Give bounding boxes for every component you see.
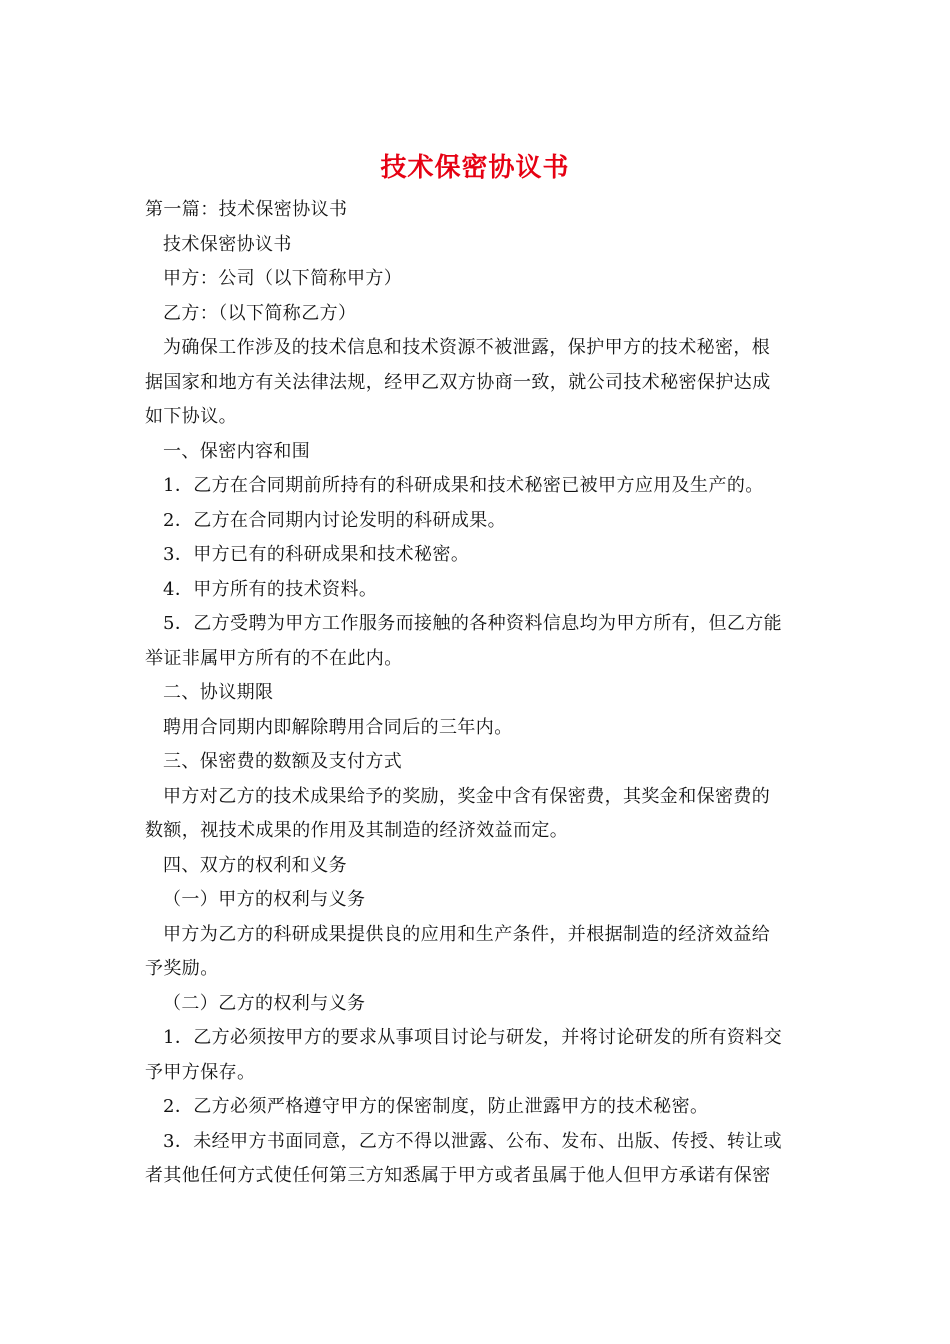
list-item-continued: 举证非属甲方所有的不在此内。 (145, 647, 403, 669)
paragraph-line: 甲方对乙方的技术成果给予的奖励，奖金中含有保密费，其奖金和保密费的 (163, 785, 771, 807)
list-item: 1．乙方必须按甲方的要求从事项目讨论与研发，并将讨论研发的所有资料交 (163, 1027, 783, 1048)
document-body (145, 193, 810, 1194)
list-item: 5．乙方受聘为甲方工作服务而接触的各种资料信息均为甲方所有，但乙方能 (163, 613, 783, 634)
document-title: 技术保密协议书 (380, 153, 570, 183)
list-item: 4．甲方所有的技术资料。 (163, 578, 378, 600)
list-item: 2．乙方在合同期内讨论发明的科研成果。 (163, 509, 507, 531)
paragraph-line: 数额，视技术成果的作用及其制造的经济效益而定。 (145, 820, 569, 841)
paragraph-line: 技术保密协议书 (163, 233, 292, 255)
list-item: 3．甲方已有的科研成果和技术秘密。 (163, 544, 470, 565)
paragraph-line: 为确保工作涉及的技术信息和技术资源不被泄露，保护甲方的技术秘密，根 (163, 337, 771, 358)
subclause-heading: （一）甲方的权利与义务 (163, 889, 366, 910)
paragraph-line: 甲方为乙方的科研成果提供良的应用和生产条件，并根据制造的经济效益给 (163, 923, 771, 945)
subclause-heading: （二）乙方的权利与义务 (163, 992, 366, 1014)
paragraph-line: 如下协议。 (145, 406, 237, 427)
list-item-continued: 者其他任何方式使任何第三方知悉属于甲方或者虽属于他人但甲方承诺有保密 (145, 1165, 771, 1186)
section-heading: 第一篇：技术保密协议书 (145, 199, 348, 220)
list-item: 2．乙方必须严格遵守甲方的保密制度，防止泄露甲方的技术秘密。 (163, 1096, 709, 1117)
clause-heading: 三、保密费的数额及支付方式 (163, 751, 403, 772)
clause-heading: 二、协议期限 (163, 682, 274, 703)
clause-heading: 一、保密内容和围 (163, 440, 311, 462)
paragraph-line: 聘用合同期内即解除聘用合同后的三年内。 (163, 716, 513, 738)
list-item: 3．未经甲方书面同意，乙方不得以泄露、公布、发布、出版、传授、转让或 (163, 1130, 783, 1152)
clause-heading: 四、双方的权利和义务 (163, 854, 347, 876)
list-item-continued: 予甲方保存。 (145, 1061, 256, 1083)
paragraph-line: 甲方：公司（以下简称甲方） (163, 268, 403, 289)
list-item: 1．乙方在合同期前所持有的科研成果和技术秘密已被甲方应用及生产的。 (163, 475, 764, 496)
paragraph-line: 乙方：（以下简称乙方） (163, 302, 357, 324)
paragraph-line: 予奖励。 (145, 958, 219, 979)
paragraph-line: 据国家和地方有关法律法规，经甲乙双方协商一致，就公司技术秘密保护达成 (145, 371, 771, 393)
